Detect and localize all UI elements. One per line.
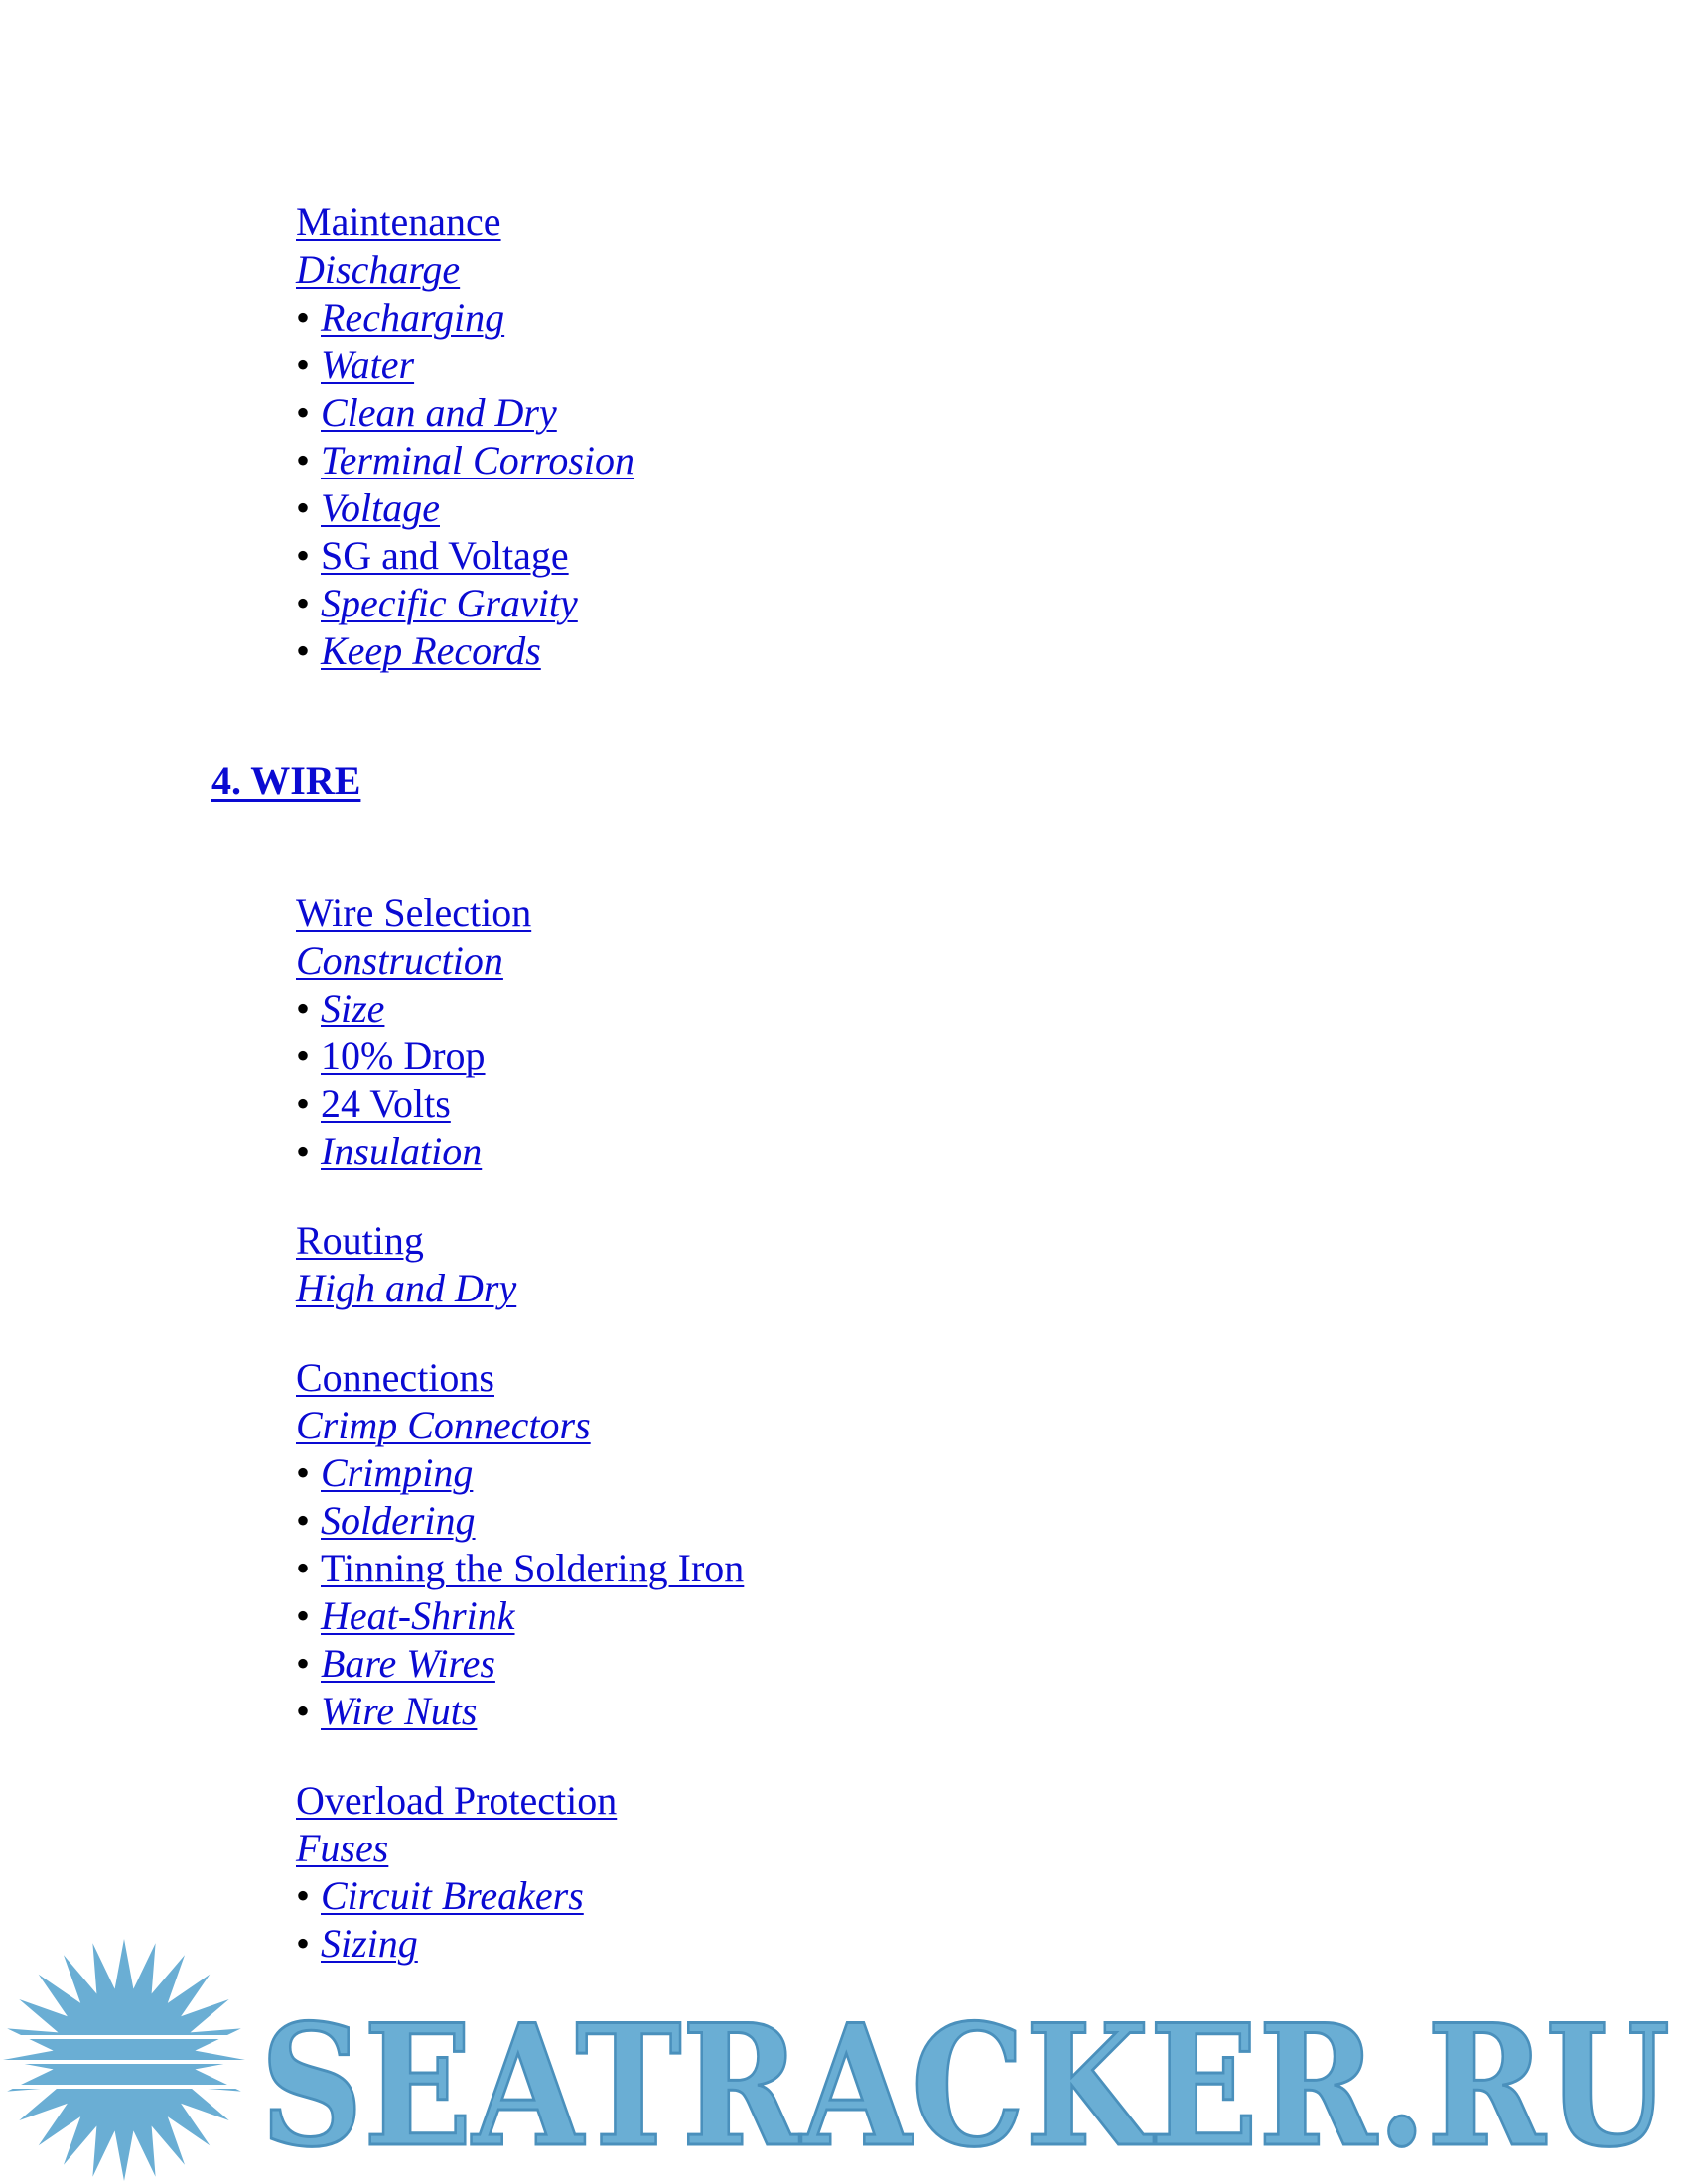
terminal-corrosion-link[interactable]: Terminal Corrosion xyxy=(321,438,635,482)
fuses-link[interactable]: Fuses xyxy=(296,1826,389,1870)
circuit-breakers-link[interactable]: Circuit Breakers xyxy=(321,1873,584,1918)
soldering-link[interactable]: Soldering xyxy=(321,1498,476,1543)
bullet-icon: • xyxy=(296,1450,311,1495)
bullet-icon: • xyxy=(296,1129,311,1173)
bullet-icon: • xyxy=(296,485,311,530)
chapter-heading-wire[interactable]: 4. WIRE xyxy=(211,758,361,803)
water-link[interactable]: Water xyxy=(321,342,415,387)
bullet-icon: • xyxy=(296,438,311,482)
bullet-icon: • xyxy=(296,342,311,387)
bullet-icon: • xyxy=(296,581,311,625)
discharge-link[interactable]: Discharge xyxy=(296,247,461,292)
routing-link[interactable]: Routing xyxy=(296,1218,424,1263)
bullet-icon: • xyxy=(296,1546,311,1590)
bullet-icon: • xyxy=(296,1593,311,1638)
size-link[interactable]: Size xyxy=(321,986,385,1030)
bullet-icon: • xyxy=(296,628,311,673)
ten-percent-drop-link[interactable]: 10% Drop xyxy=(321,1033,486,1078)
bullet-icon: • xyxy=(296,390,311,435)
voltage-link[interactable]: Voltage xyxy=(321,485,440,530)
sizing-link[interactable]: Sizing xyxy=(321,1921,418,1966)
crimp-connectors-link[interactable]: Crimp Connectors xyxy=(296,1403,591,1447)
sun-logo-icon xyxy=(0,1939,258,2181)
tinning-soldering-iron-link[interactable]: Tinning the Soldering Iron xyxy=(321,1546,745,1590)
bullet-icon: • xyxy=(296,533,311,578)
specific-gravity-link[interactable]: Specific Gravity xyxy=(321,581,578,625)
insulation-link[interactable]: Insulation xyxy=(321,1129,483,1173)
sg-and-voltage-link[interactable]: SG and Voltage xyxy=(321,533,569,578)
bare-wires-link[interactable]: Bare Wires xyxy=(321,1641,495,1686)
bullet-icon: • xyxy=(296,1873,311,1918)
bullet-icon: • xyxy=(296,1081,311,1126)
overload-protection-link[interactable]: Overload Protection xyxy=(296,1778,618,1823)
connections-link[interactable]: Connections xyxy=(296,1355,494,1400)
seatracker-watermark xyxy=(0,1936,1688,2184)
bullet-icon: • xyxy=(296,986,311,1030)
bullet-icon: • xyxy=(296,295,311,340)
keep-records-link[interactable]: Keep Records xyxy=(321,628,541,673)
construction-link[interactable]: Construction xyxy=(296,938,503,983)
bullet-icon: • xyxy=(296,1033,311,1078)
wire-nuts-link[interactable]: Wire Nuts xyxy=(321,1689,478,1733)
clean-and-dry-link[interactable]: Clean and Dry xyxy=(321,390,557,435)
24-volts-link[interactable]: 24 Volts xyxy=(321,1081,451,1126)
heat-shrink-link[interactable]: Heat-Shrink xyxy=(321,1593,515,1638)
watermark-text: SEATRACKER.RU xyxy=(260,1987,1670,2184)
wire-selection-link[interactable]: Wire Selection xyxy=(296,890,532,935)
bullet-icon: • xyxy=(296,1641,311,1686)
recharging-link[interactable]: Recharging xyxy=(321,295,505,340)
bullet-icon: • xyxy=(296,1921,311,1966)
crimping-link[interactable]: Crimping xyxy=(321,1450,474,1495)
bullet-icon: • xyxy=(296,1498,311,1543)
high-and-dry-link[interactable]: High and Dry xyxy=(296,1266,517,1310)
maintenance-link[interactable]: Maintenance xyxy=(296,200,501,244)
bullet-icon: • xyxy=(296,1689,311,1733)
